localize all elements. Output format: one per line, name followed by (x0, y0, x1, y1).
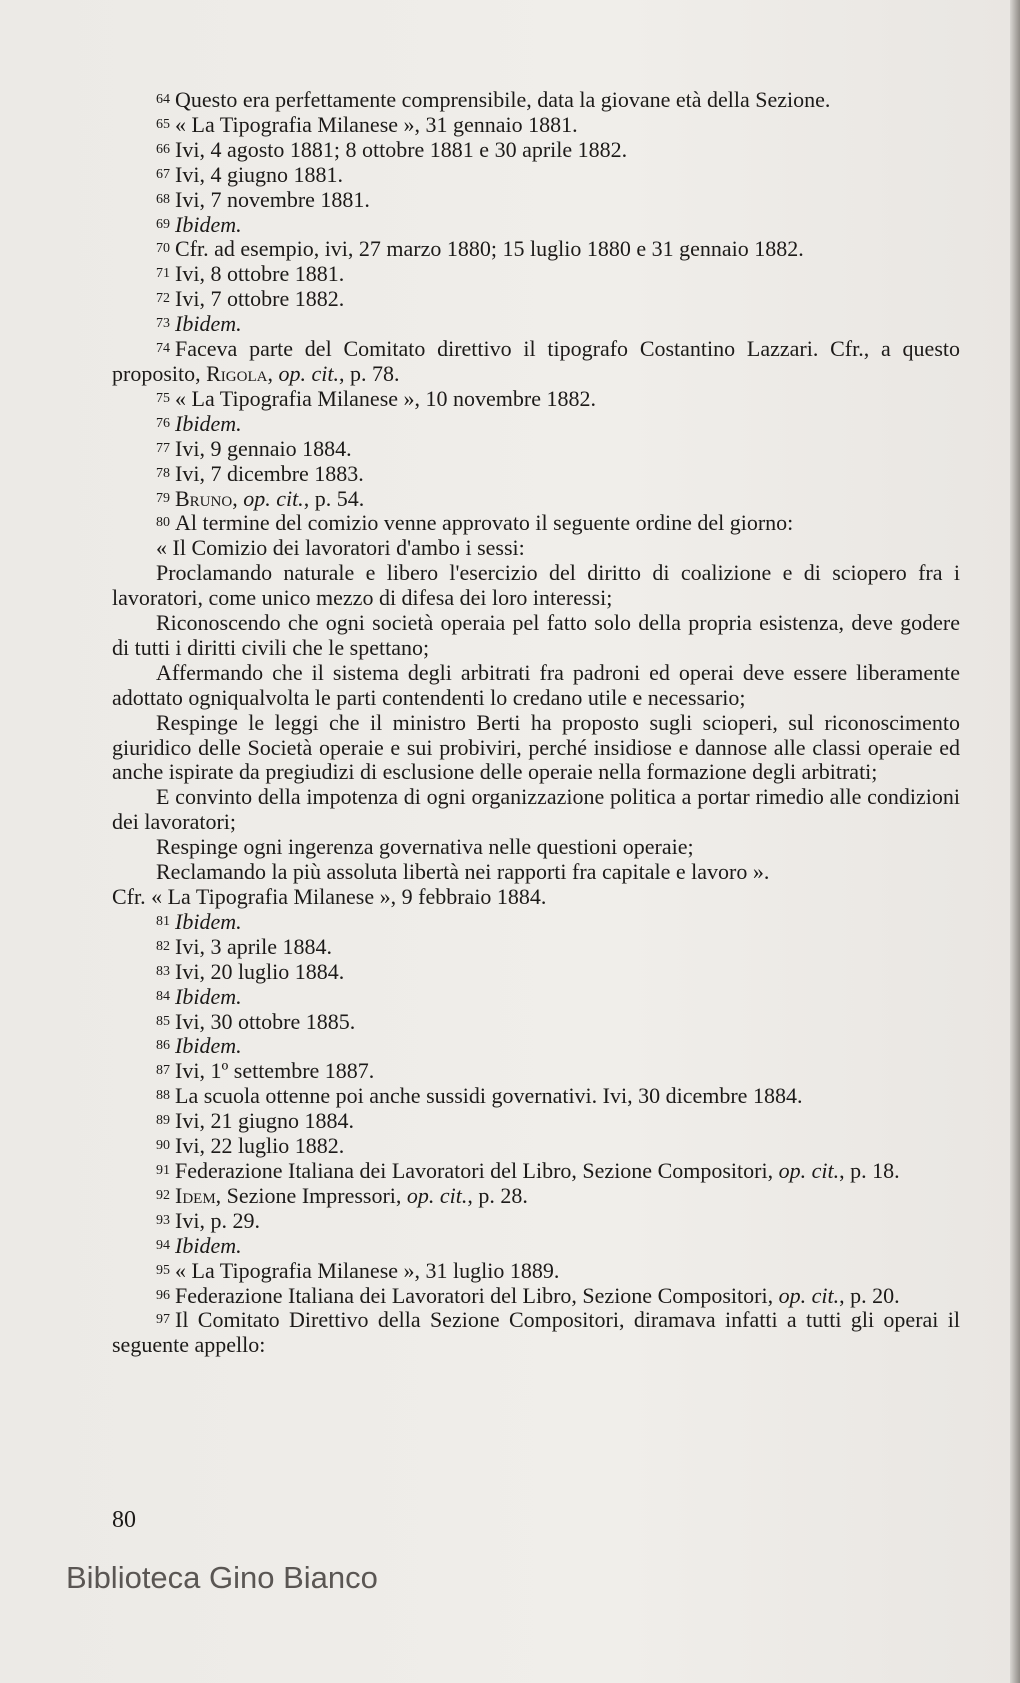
footnote-text: , p. 78. (338, 360, 400, 386)
footnote-text: , p. 20. (839, 1282, 900, 1308)
footnote-text: Ivi, 4 agosto 1881; 8 ottobre 1881 e 30 aprile 1882. (175, 136, 628, 162)
footnote-76 (112, 412, 960, 437)
footnote-89 (112, 1109, 960, 1134)
footnote-text: , (232, 485, 244, 511)
footnote-text: Federazione Italiana dei Lavoratori del Libro, Sezione Compositori, (175, 1157, 779, 1183)
footnote-text: op. cit. (778, 1282, 840, 1308)
footnote-text: Ibidem. (175, 1232, 242, 1258)
footnote-number: 64 (156, 92, 170, 107)
footnote-96 (112, 1284, 960, 1309)
footnote-text: Ibidem. (175, 410, 242, 436)
footnote-text: « La Tipografia Milanese », 31 luglio 1889. (175, 1257, 560, 1283)
footnote-text: op. cit. (778, 1157, 840, 1183)
footnote-text: Ivi, p. 29. (175, 1207, 260, 1233)
footnote-73 (112, 312, 960, 337)
footnote-70 (112, 237, 960, 262)
footnote-text: Ivi, 7 dicembre 1883. (175, 460, 364, 486)
footnote-text: Ivi, 20 luglio 1884. (175, 958, 345, 984)
footnote-number: 94 (156, 1237, 170, 1253)
footnote-number: 97 (156, 1312, 170, 1328)
footnote-97 (112, 1308, 960, 1358)
footnote-72 (112, 287, 960, 312)
footnote-74 (112, 337, 960, 387)
resolution-paragraph: Respinge le leggi che il ministro Berti ha proposto sugli scioperi, sul riconoscimento giuridico delle Società operaie e sui probiviri, perché insidiose e dannose alle classi operaie ed anche ispirate da pregiudizi di esclusione delle operaie nella formazione degli arbitrati; (112, 709, 960, 785)
resolution-paragraph: « Il Comizio dei lavoratori d'ambo i sessi: (156, 535, 525, 561)
footnote-78 (112, 462, 960, 487)
footnote-number: 92 (156, 1187, 170, 1203)
footnote-number: 95 (156, 1262, 170, 1278)
footnote-text: Ivi, 22 luglio 1882. (175, 1133, 345, 1159)
footnote-number: 80 (156, 515, 170, 531)
footnote-text: Il Comitato Direttivo della Sezione Compositori, diramava infatti a tutti gli operai il seguente appello: (112, 1307, 960, 1358)
footnote-number: 67 (156, 166, 170, 182)
resolution-paragraph: Reclamando la più assoluta libertà nei rapporti fra capitale e lavoro ». (156, 859, 770, 885)
footnote-95 (112, 1259, 960, 1284)
footnote-64 (112, 88, 960, 113)
footnote-text: Ivi, 21 giugno 1884. (175, 1108, 355, 1134)
page-edge (1010, 0, 1020, 1683)
footnote-69 (112, 213, 960, 238)
footnote-66 (112, 138, 960, 163)
footnote-text: Ibidem. (175, 1033, 242, 1059)
footnote-text: Questo era perfettamente comprensibile, data la giovane età della Sezione. (175, 87, 831, 112)
footnote-text: Ivi, 8 ottobre 1881. (175, 261, 345, 287)
footnote-number: 89 (156, 1113, 170, 1129)
footnote-text: Ivi, 4 giugno 1881. (175, 161, 344, 187)
resolution-paragraph: Proclamando naturale e libero l'esercizio del diritto di coalizione e di sciopero fra i lavoratori, come unico mezzo di difesa dei loro interessi; (112, 560, 960, 611)
footnote-number: 75 (156, 390, 170, 406)
footnote-text: , (267, 360, 279, 386)
footnote-text: Rigola (206, 360, 268, 386)
footnote-number: 65 (156, 116, 170, 132)
footnote-text: Ivi, 7 ottobre 1882. (175, 286, 345, 312)
footnote-number: 70 (156, 241, 170, 257)
footnote-77 (112, 437, 960, 462)
footnote-text: Ibidem. (175, 211, 242, 237)
library-watermark: Biblioteca Gino Bianco (66, 1560, 378, 1595)
footnote-text: , p. 28. (467, 1182, 528, 1208)
footnote-79 (112, 487, 960, 512)
footnote-text: , Sezione Impressori, (215, 1182, 407, 1208)
footnote-86 (112, 1034, 960, 1059)
footnote-text: Federazione Italiana dei Lavoratori del Libro, Sezione Compositori, (175, 1282, 779, 1308)
footnote-text: La scuola ottenne poi anche sussidi governativi. Ivi, 30 dicembre 1884. (175, 1083, 803, 1109)
footnote-number: 93 (156, 1212, 170, 1228)
footnote-text: Ivi, 1º settembre 1887. (175, 1058, 375, 1084)
footnote-number: 73 (156, 316, 170, 332)
footnote-91 (112, 1159, 960, 1184)
footnote-number: 76 (156, 415, 170, 431)
resolution-paragraph: Riconoscendo che ogni società operaia pel fatto solo della propria esistenza, deve godere di tutti i diritti civili che le spettano; (112, 610, 960, 660)
footnote-number: 78 (156, 465, 170, 481)
footnote-84 (112, 985, 960, 1010)
footnote-text: , p. 54. (303, 485, 365, 511)
footnote-82 (112, 935, 960, 960)
footnote-text: op. cit. (278, 360, 339, 386)
footnote-93 (112, 1209, 960, 1234)
footnote-text: , p. 18. (839, 1157, 900, 1183)
footnote-number: 91 (156, 1162, 170, 1178)
footnote-number: 69 (156, 216, 170, 232)
footnote-text: « La Tipografia Milanese », 31 gennaio 1881. (175, 111, 578, 137)
footnote-71 (112, 262, 960, 287)
footnote-number: 84 (156, 988, 170, 1004)
footnote-number: 90 (156, 1138, 170, 1154)
footnote-text: Ivi, 3 aprile 1884. (175, 933, 333, 959)
footnote-83 (112, 960, 960, 985)
footnote-number: 79 (156, 490, 170, 506)
footnote-67 (112, 163, 960, 188)
footnote-81 (112, 910, 960, 935)
footnote-number: 82 (156, 938, 170, 954)
footnote-text: Ibidem. (175, 311, 242, 337)
footnote-number: 96 (156, 1287, 170, 1303)
footnote-text: Idem (175, 1182, 216, 1208)
footnote-number: 74 (156, 341, 170, 357)
footnote-number: 83 (156, 963, 170, 979)
footnote-number: 68 (156, 191, 170, 207)
footnote-number: 72 (156, 291, 170, 307)
footnote-text: op. cit. (243, 485, 304, 511)
resolution-paragraph: E convinto della impotenza di ogni organizzazione politica a portar rimedio alle condizioni dei lavoratori; (112, 784, 960, 835)
footnote-text: op. cit. (406, 1182, 468, 1208)
footnote-text: Bruno (175, 485, 233, 511)
footnote-number: 88 (156, 1088, 170, 1104)
footnote-90 (112, 1134, 960, 1159)
resolution-paragraph: Respinge ogni ingerenza governativa nelle questioni operaie; (156, 834, 694, 860)
footnote-65 (112, 113, 960, 138)
footnote-text: « La Tipografia Milanese », 10 novembre 1882. (175, 385, 596, 411)
footnote-text: Ibidem. (175, 908, 242, 934)
resolution-citation: Cfr. « La Tipografia Milanese », 9 febbraio 1884. (112, 884, 547, 909)
footnotes (112, 88, 960, 1358)
footnote-80 (112, 511, 960, 536)
footnote-text: Ibidem. (175, 983, 242, 1009)
footnote-68 (112, 188, 960, 213)
footnote-94 (112, 1234, 960, 1259)
footnote-75 (112, 387, 960, 412)
footnote-text: Ivi, 30 ottobre 1885. (175, 1008, 356, 1034)
footnote-number: 86 (156, 1038, 170, 1054)
page-number: 80 (112, 1507, 136, 1533)
footnote-number: 87 (156, 1063, 170, 1079)
footnote-88 (112, 1084, 960, 1109)
resolution-paragraph: Affermando che il sistema degli arbitrati fra padroni ed operai deve essere liberamente adottato ogniqualvolta le parti contendenti lo credano utile e necessario; (112, 659, 960, 710)
footnote-number: 81 (156, 913, 170, 929)
footnote-number: 85 (156, 1013, 170, 1029)
footnote-number: 77 (156, 440, 170, 456)
footnote-text: Faceva parte del Comitato direttivo il tipografo Costantino Lazzari. Cfr., a questo proposito, (112, 336, 960, 386)
footnote-text: Cfr. ad esempio, ivi, 27 marzo 1880; 15 luglio 1880 e 31 gennaio 1882. (175, 236, 804, 262)
footnote-text: Ivi, 7 novembre 1881. (175, 186, 370, 212)
footnote-number: 66 (156, 141, 170, 157)
footnote-85 (112, 1010, 960, 1035)
footnote-92 (112, 1184, 960, 1209)
footnote-text: Ivi, 9 gennaio 1884. (175, 435, 352, 461)
footnote-87 (112, 1059, 960, 1084)
footnote-text: Al termine del comizio venne approvato il seguente ordine del giorno: (175, 510, 794, 536)
footnote-number: 71 (156, 266, 170, 282)
